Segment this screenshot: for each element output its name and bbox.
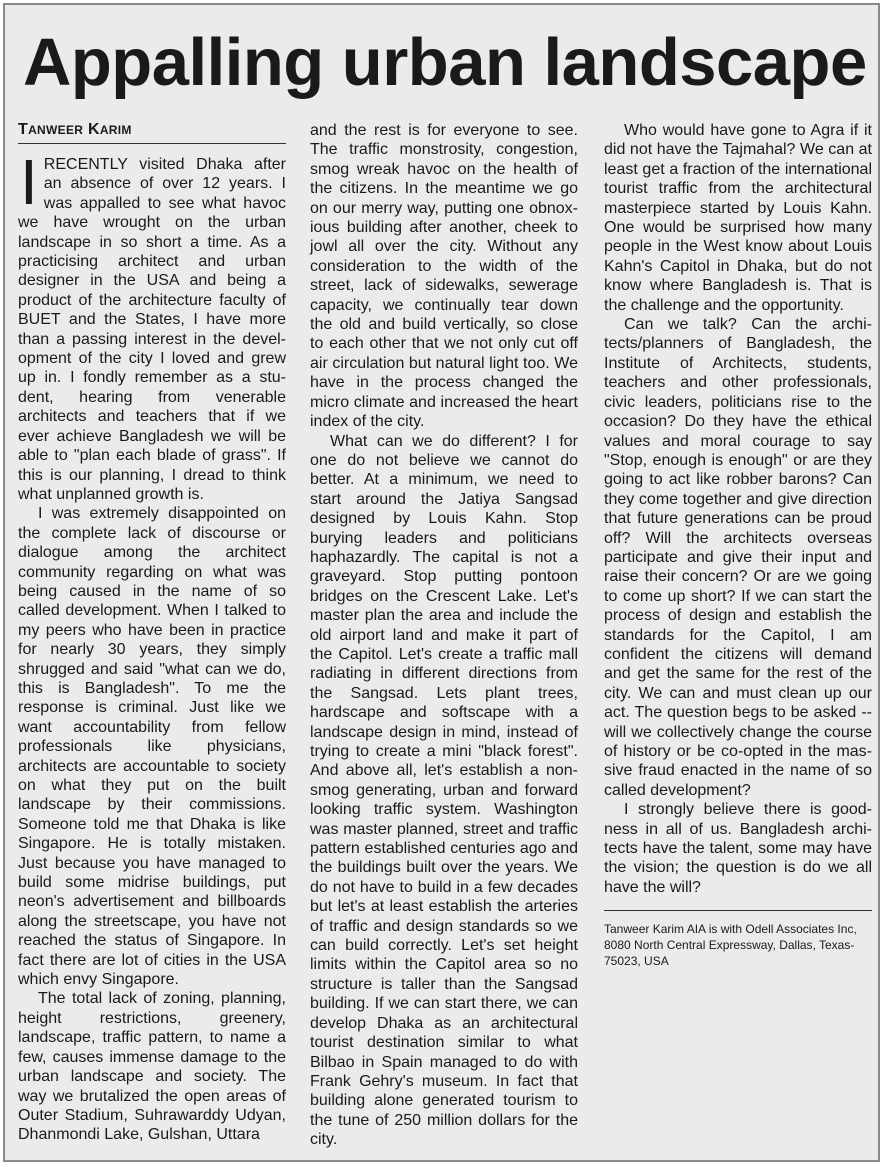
- byline: TANWEER KARIM: [18, 121, 286, 144]
- paragraph-3-cont: and the rest is for everyone to see. The traffic monstrosity, congestion, smog wreak havoc on the health of the citizens. In the meantime we go on our merry way, putting one obnoxious building after another, cheek to jowl all over the city. Without any consideration to the width of the street, lack of sidewalks, sewerage capacity, we continually tear down the old and build vertically, so close to each other that we not only cut off air circulation but natural light too. We have in the process changed the micro climate and increased the heart index of the city.: [310, 122, 578, 431]
- headline: Appalling urban landscape: [23, 25, 867, 100]
- newspaper-clipping: [3, 3, 880, 1162]
- paragraph-4: What can we do different? I for one do not believe we cannot do better. At a minimum, we need to start around the Jatiya Sangsad designed by Louis Kahn. Stop burying leaders and politicians haphazardly. The capital is not a graveyard. Stop putting pontoon bridges on the Crescent Lake. Let's master plan the area and include the old airport land and make it part of the Capitol. Let's create a traffic mall radiating in different directions from the Sangsad. Lets plant trees, hardscape and softscape with a landscape design in mind, instead of trying to create a mini "black forest". And above all, let's establish a non-smog generating, urban and forward looking traffic system. Washington was master planned, street and traffic pattern established centuries ago and the buildings built over the years. We do not have to build in a few decades but let's at least establish the arteries of traffic and design standards so we can build correctly. Let's set height limits within the Capitol area so no structure is taller than the Sangsad building. If we can start there, we can develop Dhaka as an architectural tourist destination similar to what Bilbao in Spain managed to do with Frank Gehry's museum. In fact that building alone generated tourism to the tune of 250 million dollars for the city.: [310, 432, 578, 1149]
- paragraph-2: I was extremely disappointed on the complete lack of discourse or dialogue among the architect community regarding on what was being caused in the name of so called development. When I talked to my peers who have been in practice for nearly 30 years, they simply shrugged and said "what can we do, this is Bangladesh". To me the response is criminal. Just like we want accountability from fellow professionals like physicians, architects are accountable to society on what they put on the built landscape by their commissions. Someone told me that Dhaka is like Singapore. He is totally mistaken. Just because you have managed to build some midrise buildings, put neon's advertisement and billboards along the streetscape, you have not reached the status of Singapore. In fact there are lot of cities in the USA which envy Singapore.: [18, 505, 286, 989]
- paragraph-3: The total lack of zoning, planning, height restrictions, greenery, landscape, traffic pattern, to name a few, causes immense damage to the urban landscape and society. The way we brutalized the open areas of Outer Stadium, Suhrawarddy Udyan, Dhanmondi Lake, Gulshan, Uttara: [18, 990, 286, 1144]
- drop-cap: I: [20, 146, 38, 218]
- article-column-3: [604, 121, 872, 969]
- author-note: Tanweer Karim AIA is with Odell Associates Inc, 8080 North Central Expressway, Dallas, Texas-75023, USA: [604, 910, 872, 969]
- paragraph-1: IRECENTLY visited Dhaka after an absence of over 12 years. I was appalled to see what havoc we have wrought on the urban landscape in so short a time. As a practicising architect and urban designer in the USA and being a product of the architecture faculty of BUET and the States, I have more than a passing interest in the development of the city I loved and grew up in. I fondly remember as a student, hearing from venerable architects and teachers that if we ever achieve Bangladesh we will be able to "plan each blade of grass". If this is our planning, I dread to think what unplanned growth is.: [18, 146, 286, 503]
- paragraph-7: I strongly believe there is goodness in all of us. Bangladesh architects have the talent, some may have the vision; the question is do we all have the will?: [604, 801, 872, 896]
- paragraph-5: Who would have gone to Agra if it did not have the Tajmahal? We can at least get a fraction of the international tourist traffic from the architectural masterpiece started by Louis Kahn. One would be surprised how many people in the West know about Louis Kahn's Capitol in Dhaka, but do not know where Bangladesh is. That is the challenge and the opportunity.: [604, 122, 872, 314]
- paragraph-6: Can we talk? Can the architects/planners of Bangladesh, the Institute of Architects, students, teachers and other professionals, civic leaders, politicians rise to the occasion? Do they have the ethical values and moral courage to say "Stop, enough is enough" or are they going to act like robber barons? Can they come together and give direction that future generations can be proud off? Will the architects overseas participate and give their input and raise their concern? Or are we going to come up short? If we can start the process of design and establish the standards for the Capitol, I am confident the citizens will demand and get the same for the rest of the city. We can and must clean up our act. The question begs to be asked -- will we collectively change the course of history or be co-opted in the massive fraud enacted in the name of so called development?: [604, 316, 872, 799]
- article-column-2: [310, 121, 578, 1150]
- article-column-1: [18, 121, 286, 1145]
